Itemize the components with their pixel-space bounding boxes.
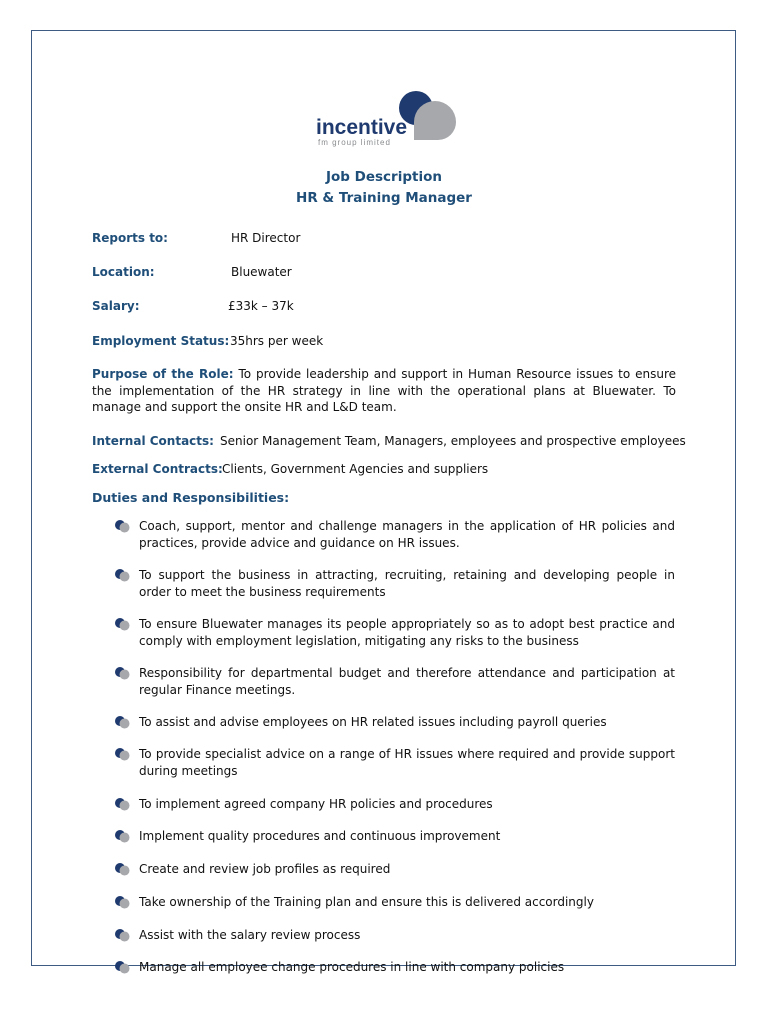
duty-text: Responsibility for departmental budget and therefore attendance and participation at regular Finance meetings. (139, 666, 675, 697)
bubble-bullet-icon (114, 616, 130, 630)
bubble-bullet-icon (114, 665, 130, 679)
job-title-heading: HR & Training Manager (296, 190, 472, 206)
purpose-label: Purpose of the Role: (92, 367, 234, 381)
document-type-heading: Job Description (326, 169, 442, 185)
internal-contacts-label: Internal Contacts: (92, 434, 214, 448)
salary-value: £33k – 37k (228, 299, 294, 313)
external-contracts-value: Clients, Government Agencies and suppliers (222, 462, 489, 476)
bubble-bullet-icon (114, 518, 130, 532)
location-label: Location: (92, 265, 155, 279)
duty-text: Take ownership of the Training plan and ensure this is delivered accordingly (139, 895, 594, 909)
duty-text: Create and review job profiles as required (139, 862, 391, 876)
duty-text: Coach, support, mentor and challenge managers in the application of HR policies and practices, provide advice and guidance on HR issues. (139, 519, 675, 550)
bubble-bullet-icon (114, 567, 130, 581)
bubble-bullet-icon (114, 894, 130, 908)
employment-status-label: Employment Status: (92, 334, 230, 348)
bubble-bullet-icon (114, 714, 130, 728)
duty-text: To support the business in attracting, recruiting, retaining and developing people in order to meet the business requirements (139, 568, 675, 599)
duty-text: Implement quality procedures and continuous improvement (139, 829, 501, 843)
purpose-of-role (92, 366, 676, 416)
reports-to-label: Reports to: (92, 231, 168, 245)
location-value: Bluewater (231, 265, 292, 279)
bubble-bullet-icon (114, 746, 130, 760)
duties-heading: Duties and Responsibilities: (92, 490, 290, 505)
duty-text: Assist with the salary review process (139, 928, 361, 942)
duty-text: Manage all employee change procedures in line with company policies (139, 960, 565, 974)
reports-to-value: HR Director (231, 231, 301, 245)
bubble-bullet-icon (114, 927, 130, 941)
external-contracts-label: External Contracts: (92, 462, 223, 476)
employment-status-value: 35hrs per week (230, 334, 324, 348)
duty-text: To ensure Bluewater manages its people appropriately so as to adopt best practice and comply with employment legislation, mitigating any risks to the business (139, 617, 675, 648)
svg-text:fm group limited: fm group limited (318, 138, 391, 147)
internal-contacts-value: Senior Management Team, Managers, employees and prospective employees (220, 434, 686, 448)
duty-text: To implement agreed company HR policies and procedures (139, 797, 493, 811)
bubble-bullet-icon (114, 861, 130, 875)
purpose-text: To provide leadership and support in Human Resource issues to ensure the implementation of the HR strategy in line with the operational plans at Bluewater. To manage and support the onsite HR and L&D team. (92, 367, 677, 414)
bubble-bullet-icon (114, 796, 130, 810)
svg-text:incentive: incentive (316, 116, 408, 139)
salary-label: Salary: (92, 299, 140, 313)
duty-text: To assist and advise employees on HR related issues including payroll queries (139, 715, 607, 729)
bubble-bullet-icon (114, 828, 130, 842)
incentive-logo (314, 88, 464, 148)
duty-text: To provide specialist advice on a range of HR issues where required and provide support during meetings (139, 747, 675, 778)
bubble-bullet-icon (114, 959, 130, 973)
